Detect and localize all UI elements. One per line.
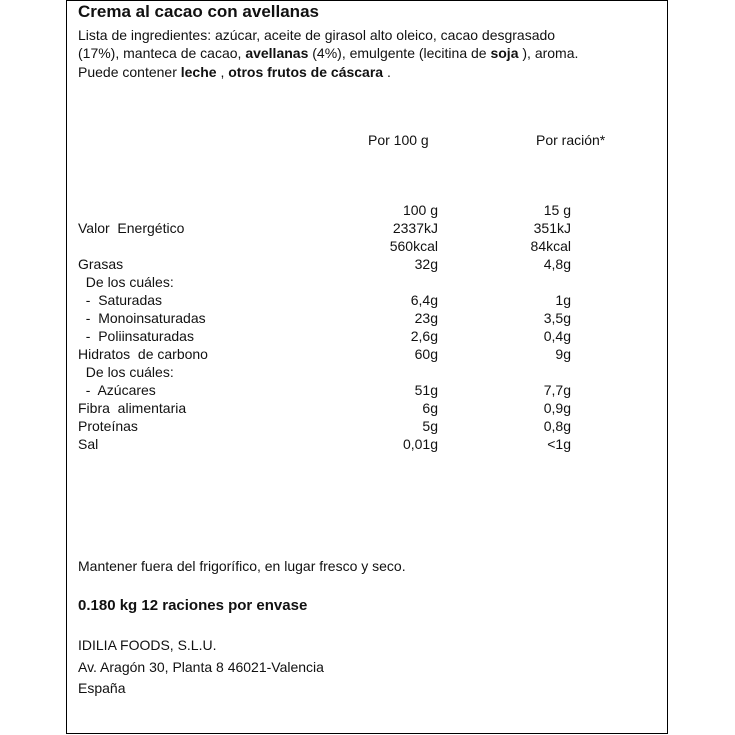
value-per-100g: 6g <box>422 400 438 416</box>
ingredients-text: (4%), emulgente (lecitina de <box>308 45 491 61</box>
value-per-serving: 84kcal <box>530 238 571 254</box>
nutrient-label: Sal <box>78 436 99 452</box>
value-per-100g: 60g <box>414 346 438 362</box>
nutrient-label: - Monoinsaturadas <box>78 310 206 326</box>
value-per-serving: 9g <box>555 346 571 362</box>
ingredients-text: . <box>383 64 391 80</box>
nutrient-label: - Poliinsaturadas <box>78 328 194 344</box>
nutrient-label: De los cuáles: <box>78 274 174 290</box>
allergen-soy: soja <box>490 45 519 61</box>
nutrient-label: - Saturadas <box>78 292 163 308</box>
nutrient-label: Proteínas <box>78 418 138 434</box>
nutrient-label: Valor Energético <box>78 220 185 236</box>
value-per-100g: 51g <box>414 382 438 398</box>
nutrition-row <box>78 436 638 454</box>
value-per-serving: <1g <box>547 436 571 452</box>
nutrition-row <box>78 346 638 364</box>
value-per-100g: 2337kJ <box>392 220 438 236</box>
value-per-100g: 32g <box>414 256 438 272</box>
value-per-serving: 4,8g <box>543 256 571 272</box>
storage-instructions: Mantener fuera del frigorífico, en lugar fresco y seco. <box>78 558 406 574</box>
value-per-100g: 100 g <box>402 202 438 218</box>
nutrition-row <box>78 418 638 436</box>
nutrition-row <box>78 292 638 310</box>
allergen-nuts: otros frutos de cáscara <box>228 64 384 80</box>
nutrient-label: De los cuáles: <box>78 364 174 380</box>
company-name: IDILIA FOODS, S.L.U. <box>78 637 217 653</box>
ingredients-text: (17%), manteca de cacao, <box>78 45 246 61</box>
product-title: Crema al cacao con avellanas <box>78 2 319 21</box>
nutrition-row <box>78 310 638 328</box>
value-per-100g: 5g <box>422 418 438 434</box>
value-per-100g: 23g <box>414 310 438 326</box>
allergen-hazelnut: avellanas <box>245 45 309 61</box>
nutrient-label: - Azúcares <box>78 382 156 398</box>
value-per-serving: 1g <box>555 292 571 308</box>
net-weight: 0.180 kg 12 raciones por envase <box>78 597 308 614</box>
ingredients-line-1 <box>78 27 555 43</box>
nutrition-row <box>78 400 638 418</box>
ingredients-text: Puede contener <box>78 64 181 80</box>
value-per-serving: 351kJ <box>533 220 571 236</box>
ingredients-line-2 <box>78 45 578 61</box>
value-per-100g: 0,01g <box>402 436 438 452</box>
column-header-per-serving: Por ración* <box>536 132 606 148</box>
value-per-100g: 2,6g <box>410 328 438 344</box>
nutrition-row <box>78 256 638 274</box>
nutrient-label: Hidratos de carbono <box>78 346 208 362</box>
ingredients-text: ), aroma. <box>518 45 579 61</box>
nutrition-row <box>78 238 638 256</box>
value-per-100g: 6,4g <box>410 292 438 308</box>
ingredients-text: , <box>216 64 229 80</box>
nutrition-row <box>78 220 638 238</box>
nutrient-label: Fibra alimentaria <box>78 400 187 416</box>
nutrition-row <box>78 274 638 292</box>
value-per-serving: 3,5g <box>543 310 571 326</box>
nutrient-label: Grasas <box>78 256 124 272</box>
value-per-100g: 560kcal <box>389 238 438 254</box>
company-address: Av. Aragón 30, Planta 8 46021-Valencia <box>78 659 324 675</box>
nutrition-row <box>78 202 638 220</box>
nutrition-row <box>78 328 638 346</box>
company-country: España <box>78 680 126 696</box>
nutrition-row <box>78 364 638 382</box>
nutrition-row <box>78 382 638 400</box>
value-per-serving: 7,7g <box>543 382 571 398</box>
column-header-per-100g: Por 100 g <box>368 132 429 148</box>
value-per-serving: 0,8g <box>543 418 571 434</box>
ingredients-line-3 <box>78 64 391 80</box>
value-per-serving: 0,9g <box>543 400 571 416</box>
value-per-serving: 0,4g <box>543 328 571 344</box>
value-per-serving: 15 g <box>543 202 571 218</box>
ingredients-text: Lista de ingredientes: azúcar, aceite de girasol alto oleico, cacao desgrasado <box>78 27 556 43</box>
allergen-milk: leche <box>180 64 217 80</box>
